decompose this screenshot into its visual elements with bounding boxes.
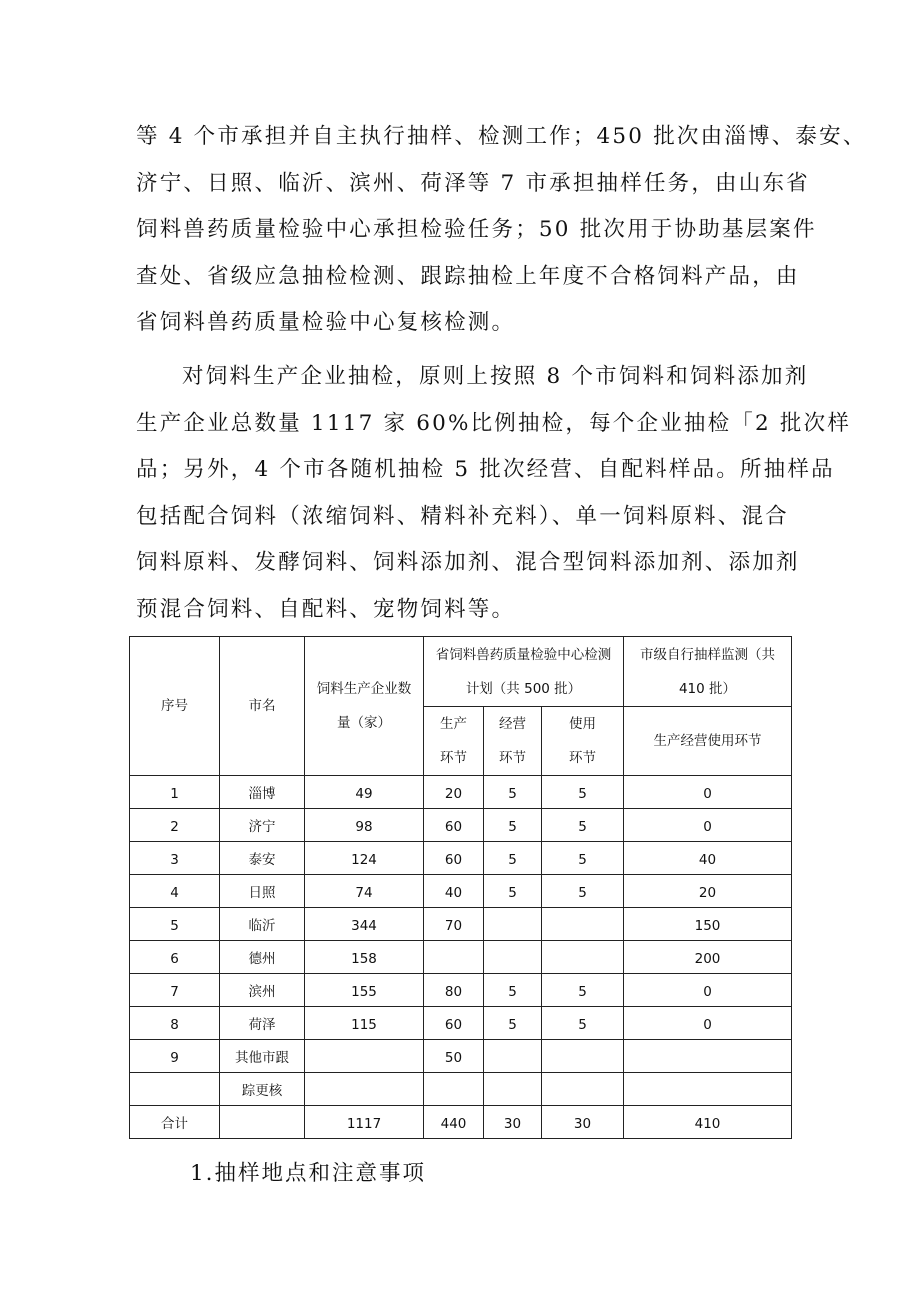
text-line: 对饲料生产企业抽检，原则上按照 8 个市饲料和饲料添加剂 — [182, 364, 809, 389]
cell-operation: 5 — [484, 974, 542, 1007]
table-row — [130, 941, 792, 974]
cell-production — [424, 941, 484, 974]
cell-count: 124 — [305, 842, 424, 875]
table-row — [130, 875, 792, 908]
cell-city: 日照 — [220, 875, 305, 908]
cell-operation — [484, 941, 542, 974]
cell-municipal: 0 — [624, 974, 792, 1007]
cell-seq: 4 — [130, 875, 220, 908]
sampling-paragraph — [136, 354, 852, 633]
cell-usage — [542, 1040, 624, 1073]
sampling-plan-table — [129, 636, 792, 1139]
cell-city: 德州 — [220, 941, 305, 974]
cell-municipal — [624, 1040, 792, 1073]
cell-municipal: 410 — [624, 1106, 792, 1139]
cell-count — [305, 1073, 424, 1106]
cell-operation — [484, 908, 542, 941]
cell-city: 淄博 — [220, 776, 305, 809]
table-row — [130, 776, 792, 809]
cell-operation: 5 — [484, 809, 542, 842]
cell-municipal: 200 — [624, 941, 792, 974]
table-row — [130, 842, 792, 875]
cell-city: 滨州 — [220, 974, 305, 1007]
cell-seq: 8 — [130, 1007, 220, 1040]
header-operation: 经营环节 — [484, 707, 542, 776]
cell-usage: 5 — [542, 776, 624, 809]
header-municipal-sub: 生产经营使用环节 — [624, 707, 792, 776]
header-seq: 序号 — [130, 637, 220, 776]
cell-usage: 5 — [542, 875, 624, 908]
text-line: 等 4 个市承担并自主执行抽样、检测工作；450 批次由淄博、泰安、 — [136, 124, 867, 149]
text-line: 包括配合饲料（浓缩饲料、精料补充料）、单一饲料原料、混合 — [136, 503, 789, 529]
table-row — [130, 1007, 792, 1040]
header-provincial-plan: 省饲料兽药质量检验中心检测计划（共 500 批） — [424, 637, 624, 707]
cell-usage — [542, 908, 624, 941]
cell-seq: 5 — [130, 908, 220, 941]
table-row — [130, 1040, 792, 1073]
text-line: 饲料原料、发酵饲料、饲料添加剂、混合型饲料添加剂、添加剂 — [136, 550, 800, 575]
table-row — [130, 908, 792, 941]
header-production: 生产环节 — [424, 707, 484, 776]
cell-count: 98 — [305, 809, 424, 842]
cell-usage: 5 — [542, 974, 624, 1007]
cell-municipal — [624, 1073, 792, 1106]
text-line: 饲料兽药质量检验中心承担检验任务；50 批次用于协助基层案件 — [136, 217, 817, 242]
cell-production: 20 — [424, 776, 484, 809]
cell-municipal: 0 — [624, 809, 792, 842]
cell-seq: 合计 — [130, 1106, 220, 1139]
cell-operation — [484, 1073, 542, 1106]
cell-production: 60 — [424, 809, 484, 842]
text-line: 查处、省级应急抽检检测、跟踪抽检上年度不合格饲料产品，由 — [136, 263, 800, 289]
cell-operation: 5 — [484, 776, 542, 809]
cell-count — [305, 1040, 424, 1073]
cell-production: 50 — [424, 1040, 484, 1073]
cell-operation: 30 — [484, 1106, 542, 1139]
cell-usage — [542, 1073, 624, 1106]
header-enterprise-count: 饲料生产企业数量（家） — [305, 637, 424, 776]
text-line: 济宁、日照、临沂、滨州、荷泽等 7 市承担抽样任务，由山东省 — [136, 170, 810, 196]
cell-seq: 7 — [130, 974, 220, 1007]
cell-municipal: 40 — [624, 842, 792, 875]
cell-count: 155 — [305, 974, 424, 1007]
cell-production: 440 — [424, 1106, 484, 1139]
header-city: 市名 — [220, 637, 305, 776]
cell-municipal: 0 — [624, 1007, 792, 1040]
cell-city — [220, 1106, 305, 1139]
cell-production: 70 — [424, 908, 484, 941]
cell-municipal: 150 — [624, 908, 792, 941]
cell-seq — [130, 1073, 220, 1106]
cell-operation: 5 — [484, 875, 542, 908]
header-usage: 使用环节 — [542, 707, 624, 776]
cell-usage: 30 — [542, 1106, 624, 1139]
cell-count: 158 — [305, 941, 424, 974]
cell-seq: 3 — [130, 842, 220, 875]
cell-count: 344 — [305, 908, 424, 941]
cell-production: 60 — [424, 842, 484, 875]
cell-city: 泰安 — [220, 842, 305, 875]
table-body — [130, 776, 792, 1139]
cell-seq: 2 — [130, 809, 220, 842]
text-line: 预混合饲料、自配料、宠物饲料等。 — [136, 596, 516, 622]
header-municipal-plan: 市级自行抽样监测（共 410 批） — [624, 637, 792, 707]
cell-count: 1117 — [305, 1106, 424, 1139]
cell-operation: 5 — [484, 842, 542, 875]
cell-count: 115 — [305, 1007, 424, 1040]
cell-city: 临沂 — [220, 908, 305, 941]
cell-operation — [484, 1040, 542, 1073]
intro-paragraph — [136, 114, 867, 347]
cell-municipal: 0 — [624, 776, 792, 809]
table-row — [130, 1073, 792, 1106]
table-row — [130, 809, 792, 842]
text-line: 生产企业总数量 1117 家 60%比例抽检，每个企业抽检「2 批次样 — [136, 410, 852, 436]
cell-production — [424, 1073, 484, 1106]
cell-city: 荷泽 — [220, 1007, 305, 1040]
cell-production: 40 — [424, 875, 484, 908]
cell-city: 济宁 — [220, 809, 305, 842]
section-heading: 1.抽样地点和注意事项 — [190, 1161, 427, 1186]
cell-production: 60 — [424, 1007, 484, 1040]
cell-seq: 1 — [130, 776, 220, 809]
cell-seq: 9 — [130, 1040, 220, 1073]
table-row — [130, 974, 792, 1007]
cell-count: 74 — [305, 875, 424, 908]
cell-city: 其他市跟 — [220, 1040, 305, 1073]
cell-city: 踪更核 — [220, 1073, 305, 1106]
cell-usage: 5 — [542, 1007, 624, 1040]
cell-municipal: 20 — [624, 875, 792, 908]
cell-usage: 5 — [542, 842, 624, 875]
cell-seq: 6 — [130, 941, 220, 974]
text-line: 省饲料兽药质量检验中心复核检测。 — [136, 310, 516, 335]
cell-production: 80 — [424, 974, 484, 1007]
cell-usage — [542, 941, 624, 974]
cell-usage: 5 — [542, 809, 624, 842]
table-row — [130, 1106, 792, 1139]
text-line: 品；另外，4 个市各随机抽检 5 批次经营、自配料样品。所抽样品 — [136, 457, 835, 482]
cell-operation: 5 — [484, 1007, 542, 1040]
cell-count: 49 — [305, 776, 424, 809]
